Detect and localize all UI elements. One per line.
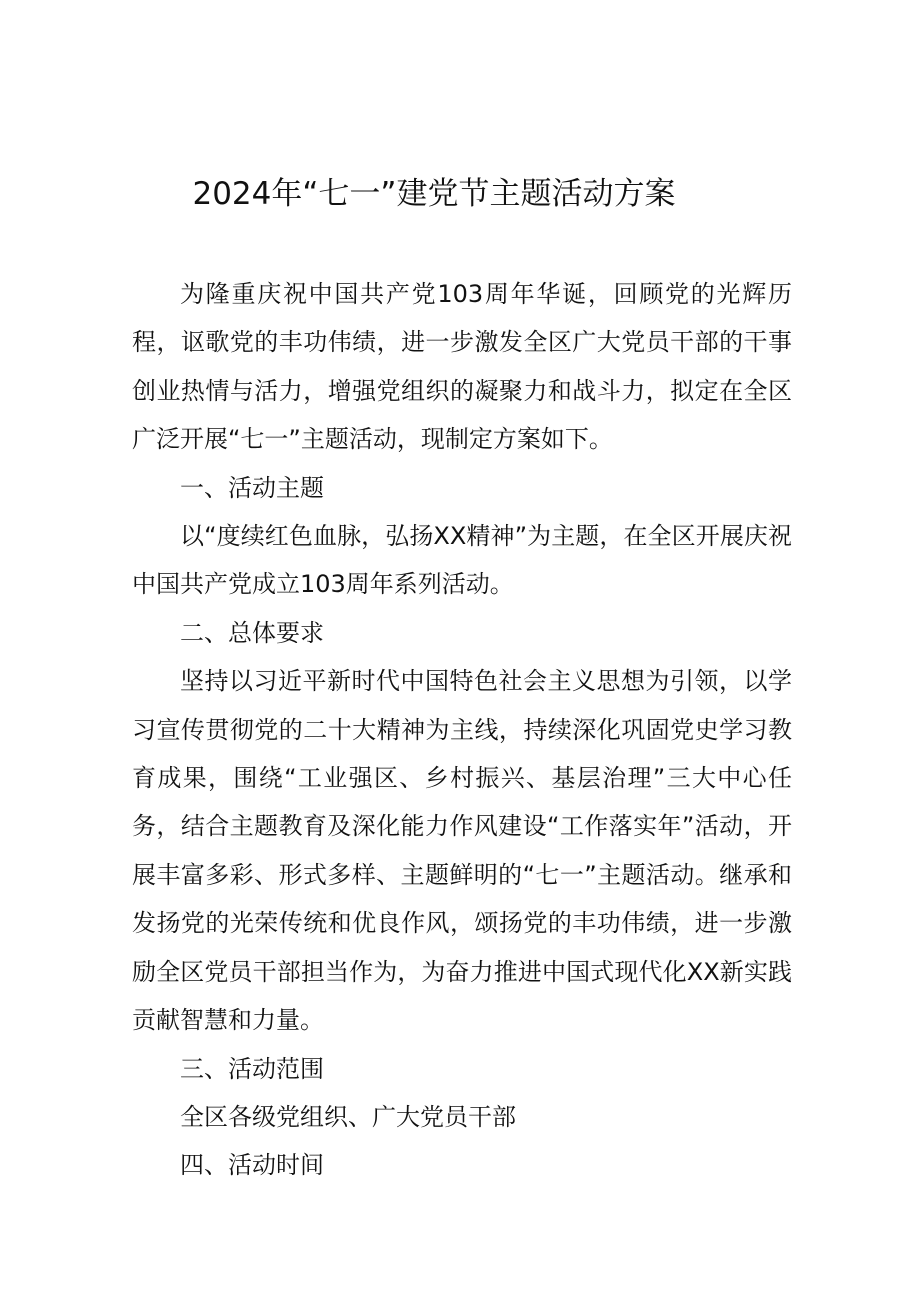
scope-paragraph: 全区各级党组织、广大党员干部	[180, 1102, 516, 1131]
theme-paragraph: 以“度续红色血脉，弘扬XX精神”为主题，在全区开展庆祝中国共产党成立103周年系列活动。	[132, 522, 792, 599]
intro-paragraph: 为隆重庆祝中国共产党103周年华诞，回顾党的光辉历程，讴歌党的丰功伟绩，进一步激发全区广大党员干部的干事创业热情与活力，增强党组织的凝聚力和战斗力，拟定在全区广泛开展“七一”主题活动，现制定方案如下。	[132, 280, 792, 454]
document-title: 2024年“七一”建党节主题活动方案	[192, 176, 676, 212]
document-body	[132, 270, 792, 1190]
section-heading-scope: 三、活动范围	[180, 1054, 324, 1083]
section-heading-theme: 一、活动主题	[180, 473, 324, 502]
requirements-paragraph: 坚持以习近平新时代中国特色社会主义思想为引领，以学习宣传贯彻党的二十大精神为主线，持续深化巩固党史学习教育成果，围绕“工业强区、乡村振兴、基层治理”三大中心任务，结合主题教育及深化能力作风建设“工作落实年”活动，开展丰富多彩、形式多样、主题鲜明的“七一”主题活动。继承和发扬党的光荣传统和优良作风，颂扬党的丰功伟绩，进一步激励全区党员干部担当作为，为奋力推进中国式现代化XX新实践贡献智慧和力量。	[132, 667, 792, 1035]
section-heading-requirements: 二、总体要求	[180, 618, 324, 647]
section-heading-time: 四、活动时间	[180, 1151, 324, 1180]
